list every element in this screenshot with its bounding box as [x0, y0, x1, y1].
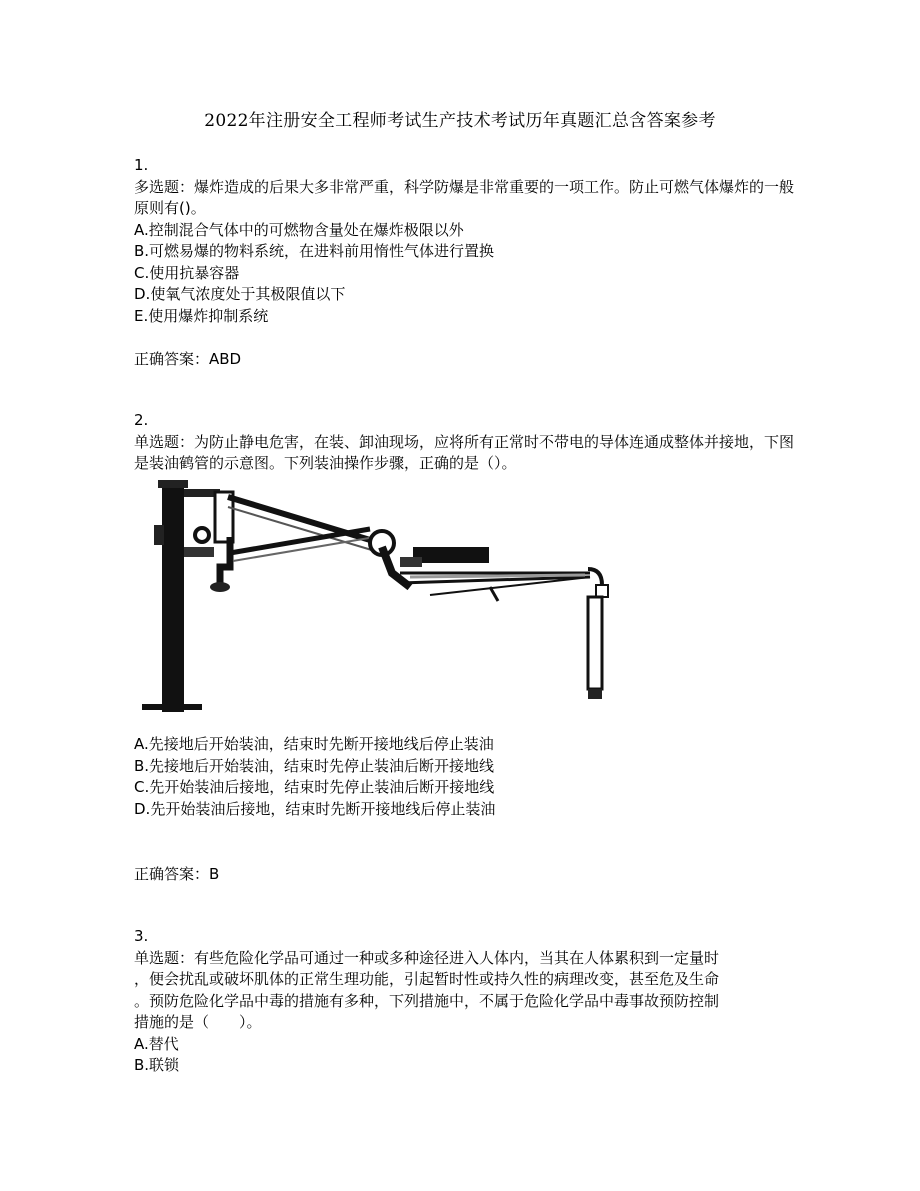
options-list — [134, 734, 794, 820]
option-a: A.替代 — [134, 1034, 179, 1053]
correct-answer: 正确答案：ABD — [134, 350, 242, 368]
question-number: 2. — [134, 411, 149, 429]
correct-answer: 正确答案：B — [134, 865, 220, 883]
option-e: E.使用爆炸抑制系统 — [134, 306, 269, 325]
option-a: A.控制混合气体中的可燃物含量处在爆炸极限以外 — [134, 220, 464, 239]
loading-arm-figure — [130, 477, 610, 712]
option-c: C.先开始装油后接地，结束时先停止装油后断开接地线 — [134, 778, 495, 796]
question-stem-line-3: 。预防危险化学品中毒的措施有多种，下列措施中，不属于危险化学品中毒事故预防控制 — [134, 991, 720, 1010]
question-stem-line-1: 单选题：有些危险化学品可通过一种或多种途径进入人体内，当其在人体累积到一定量时 — [134, 948, 720, 967]
question-stem-wrap — [134, 177, 794, 220]
option-b: B.联锁 — [134, 1056, 180, 1074]
question-number: 1. — [134, 156, 149, 174]
question-3 — [134, 926, 794, 1077]
option-a: A.先接地后开始装油，结束时先断开接地线后停止装油 — [134, 735, 494, 753]
question-1 — [134, 155, 794, 371]
option-c: C.使用抗暴容器 — [134, 263, 240, 282]
option-d: D.先开始装油后接地，结束时先断开接地线后停止装油 — [134, 799, 496, 818]
question-stem: 多选题：爆炸造成的后果大多非常严重，科学防爆是非常重要的一项工作。防止可燃气体爆炸的一般原则有()。 — [134, 177, 795, 217]
question-stem: 单选题：为防止静电危害，在装、卸油现场，应将所有正常时不带电的导体连通成整体并接地，下图是装油鹤管的示意图。下列装油操作步骤，正确的是（）。 — [134, 432, 795, 472]
option-b: B.可燃易爆的物料系统，在进料前用惰性气体进行置换 — [134, 242, 495, 260]
option-b: B.先接地后开始装油，结束时先停止装油后断开接地线 — [134, 756, 495, 775]
option-d: D.使氧气浓度处于其极限值以下 — [134, 285, 346, 303]
question-number: 3. — [134, 927, 149, 945]
question-2 — [134, 410, 794, 886]
question-stem-wrap — [134, 432, 794, 475]
document-title: 2022年注册安全工程师考试生产技术考试历年真题汇总含答案参考 — [204, 111, 716, 131]
question-stem-line-2: ，便会扰乱或破坏肌体的正常生理功能，引起暂时性或持久性的病理改变，甚至危及生命 — [134, 970, 720, 988]
question-stem-line-4: 措施的是（ ）。 — [134, 1013, 262, 1031]
